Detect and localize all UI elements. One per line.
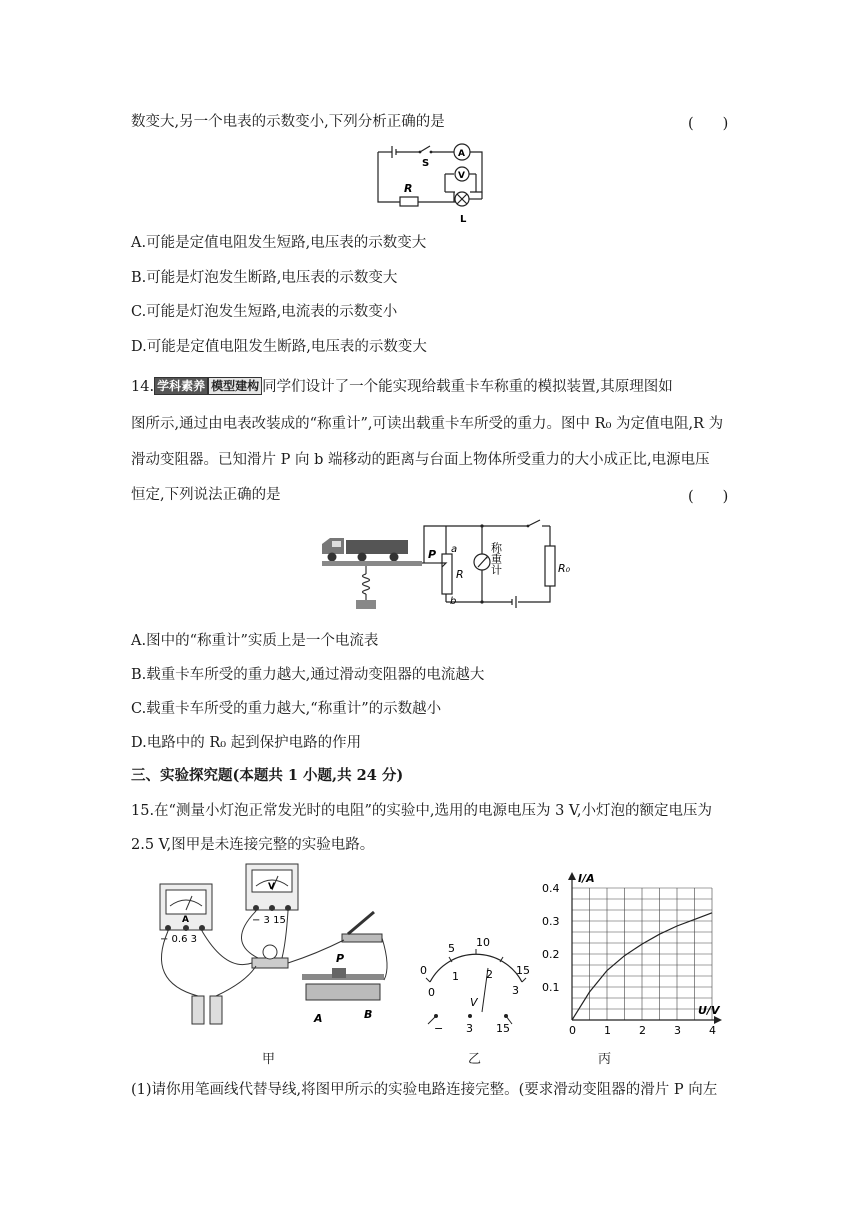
ammeter-device xyxy=(160,884,212,945)
q14-option-b: B.载重卡车所受的重力越大,通过滑动变阻器的电流越大 xyxy=(131,667,485,683)
rheostat-device xyxy=(302,952,384,1025)
q14-tag-discipline: 学科素养 xyxy=(154,377,208,395)
chart-x-tick-label: 4 xyxy=(709,1024,716,1037)
q15-stem-line2: 2.5 V,图甲是未连接完整的实验电路。 xyxy=(131,837,375,853)
yi-upper-0: 0 xyxy=(420,964,427,977)
q13-answer-paren: ( ) xyxy=(688,116,729,132)
chart-y-tick-label: 0.4 xyxy=(542,882,560,895)
chart-xlabel: U/V xyxy=(698,1004,720,1017)
voltmeter-device xyxy=(246,864,298,926)
q14-end-a-label: a xyxy=(451,544,458,555)
chart-y-tick-label: 0.3 xyxy=(542,915,560,928)
rheostat-b-label: B xyxy=(364,1008,373,1021)
q14-tag-modeling: 模型建构 xyxy=(208,377,262,395)
q14-device-figure xyxy=(318,512,571,616)
q15-figure-yi xyxy=(412,936,540,1035)
caption-yi: 乙 xyxy=(468,1052,482,1067)
q13-option-a: A.可能是定值电阻发生短路,电压表的示数变大 xyxy=(131,235,427,251)
q14-stem-line4: 恒定,下列说法正确的是 xyxy=(131,487,281,503)
q15-stem-line1: 15.在“测量小灯泡正常发光时的电阻”的实验中,选用的电源电压为 3 V,小灯泡的额定电压为 xyxy=(131,803,712,819)
chart-x-tick-label: 0 xyxy=(569,1024,576,1037)
q13-lamp-label: L xyxy=(460,214,467,225)
q13-resistor-label: R xyxy=(404,182,413,195)
yi-terminal-3: 3 xyxy=(466,1022,473,1035)
q14-option-d: D.电路中的 R₀ 起到保护电路的作用 xyxy=(131,735,362,751)
q14-stem-line3: 滑动变阻器。已知滑片 P 向 b 端移动的距离与台面上物体所受重力的大小成正比,电源电压 xyxy=(131,452,710,468)
q14-slider-p-label: P xyxy=(428,548,437,561)
q13-circuit-figure xyxy=(370,136,490,228)
y-axis-arrow-icon xyxy=(568,872,576,880)
q13-option-c: C.可能是灯泡发生短路,电流表的示数变小 xyxy=(131,304,398,320)
q14-number: 14. xyxy=(131,379,155,395)
q14-r0-label: R₀ xyxy=(558,562,571,575)
q14-meter-label: 称重计 xyxy=(489,542,503,575)
yi-terminal-minus: − xyxy=(434,1022,444,1035)
yi-lower-3: 3 xyxy=(512,984,519,997)
rheostat-a-label: A xyxy=(314,1012,323,1025)
q14-line1 xyxy=(131,377,673,397)
truck-icon xyxy=(322,538,408,562)
q14-rheostat-label: R xyxy=(456,568,464,581)
yi-lower-2: 2 xyxy=(486,968,493,981)
yi-lower-1: 1 xyxy=(452,970,459,983)
chart-y-tick-label: 0.2 xyxy=(542,948,560,961)
q13-switch-label: S xyxy=(422,158,430,169)
q14-stem-line1: 同学们设计了一个能实现给载重卡车称重的模拟装置,其原理图如 xyxy=(262,379,673,395)
ammeter-letter: A xyxy=(182,915,189,925)
q13-option-b: B.可能是灯泡发生断路,电压表的示数变大 xyxy=(131,270,398,286)
q14-option-a: A.图中的“称重计”实质上是一个电流表 xyxy=(131,633,379,649)
yi-lower-0: 0 xyxy=(428,986,435,999)
section-heading: 三、实验探究题(本题共 1 小题,共 24 分) xyxy=(131,767,404,784)
q13-option-d: D.可能是定值电阻发生断路,电压表的示数变大 xyxy=(131,339,427,355)
knife-switch-icon xyxy=(342,912,382,942)
caption-bing: 丙 xyxy=(598,1052,612,1067)
voltmeter-terminals: − 3 15 xyxy=(252,915,286,926)
chart-x-tick-label: 1 xyxy=(604,1024,611,1037)
x-axis-arrow-icon xyxy=(714,1016,722,1024)
q14-stem-line2: 图所示,通过由电表改装成的“称重计”,可读出载重卡车所受的重力。图中 R₀ 为定值电阻,R 为 xyxy=(131,416,724,432)
q15-figure-bing-chart xyxy=(538,868,726,1037)
q15-sub1: (1)请你用笔画线代替导线,将图甲所示的实验电路连接完整。(要求滑动变阻器的滑片 P 向左 xyxy=(131,1082,718,1098)
q14-answer-paren: ( ) xyxy=(688,489,729,505)
battery-icon xyxy=(192,996,222,1024)
q14-end-b-label: b xyxy=(450,596,457,607)
q13-voltmeter-label: V xyxy=(458,171,465,181)
voltmeter-letter: V xyxy=(268,882,275,892)
yi-upper-10: 10 xyxy=(476,936,490,949)
chart-x-tick-label: 3 xyxy=(674,1024,681,1037)
yi-upper-5: 5 xyxy=(448,942,455,955)
spring-icon xyxy=(363,566,370,600)
q14-option-c: C.载重卡车所受的重力越大,“称重计”的示数越小 xyxy=(131,701,442,717)
q15-figure-jia xyxy=(146,862,388,1030)
chart-y-tick-label: 0.1 xyxy=(542,981,560,994)
q13-ammeter-label: A xyxy=(458,149,465,159)
yi-unit: V xyxy=(470,996,478,1009)
ammeter-terminals: − 0.6 3 xyxy=(160,934,198,945)
yi-upper-15: 15 xyxy=(516,964,530,977)
rheostat-p-label: P xyxy=(336,952,345,965)
yi-terminal-15: 15 xyxy=(496,1022,510,1035)
q13-stem-tail: 数变大,另一个电表的示数变小,下列分析正确的是 xyxy=(131,114,445,130)
caption-jia: 甲 xyxy=(262,1052,276,1067)
chart-x-tick-label: 2 xyxy=(639,1024,646,1037)
chart-ylabel: I/A xyxy=(578,872,595,885)
